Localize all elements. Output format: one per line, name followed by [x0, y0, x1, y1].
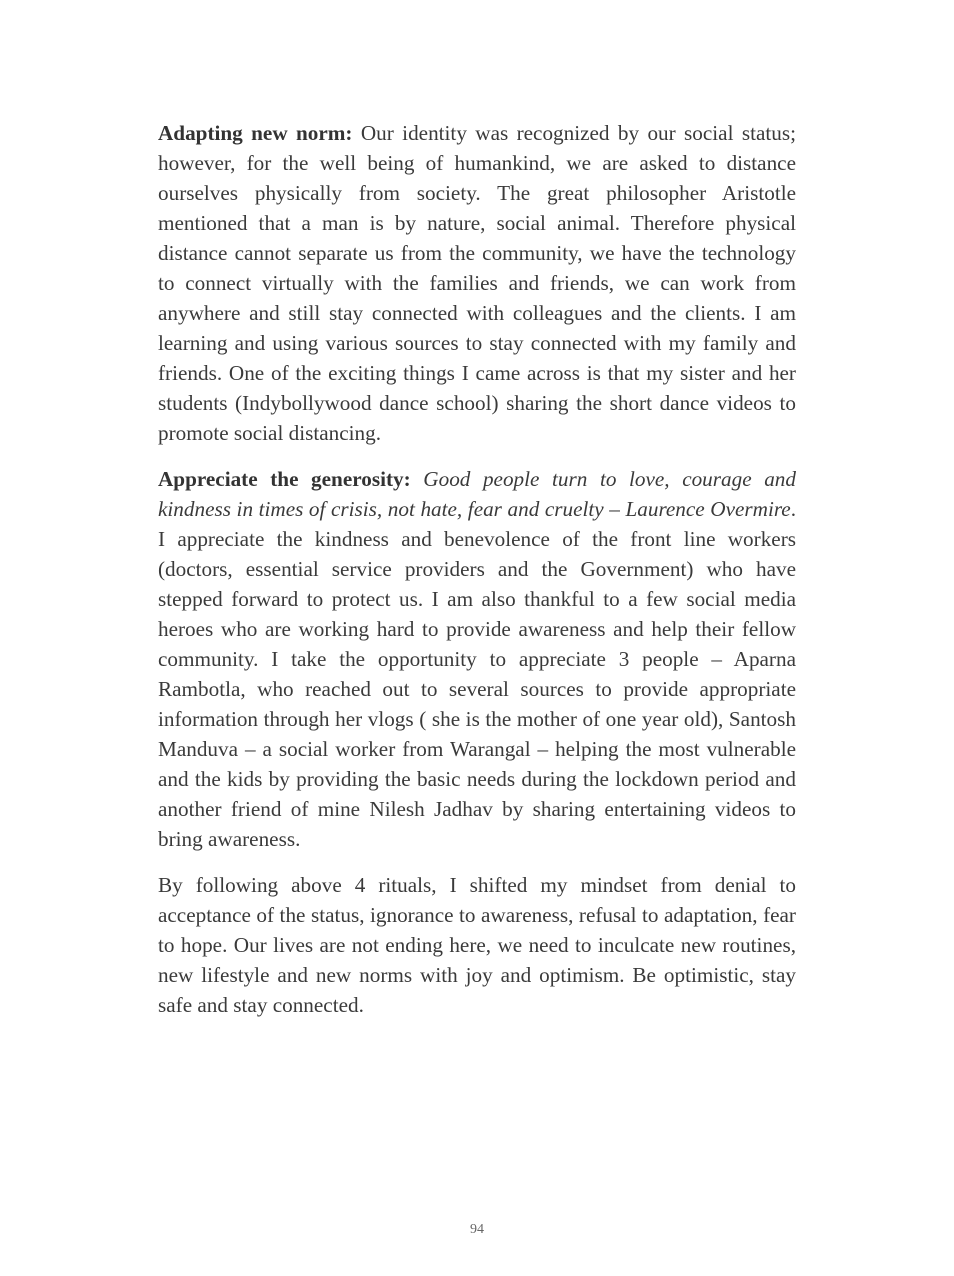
paragraph-conclusion [158, 870, 796, 1020]
paragraph-heading: Appreciate the generosity: [158, 467, 411, 491]
paragraph-heading: Adapting new norm: [158, 121, 353, 145]
page-number: 94 [470, 1222, 484, 1237]
paragraph-text: . I appreciate the kindness and benevolence of the front line workers (doctors, essential service providers and the Government) who have stepped forward to protect us. I am also thankful to a few social media heroes who are working hard to provide awareness and help their fellow community. I take the opportunity to appreciate 3 people – Aparna Rambotla, who reached out to several sources to provide appropriate information through her vlogs ( she is the mother of one year old), Santosh Manduva – a social worker from Warangal – helping the most vulnerable and the kids by providing the basic needs during the lockdown period and another friend of mine Nilesh Jadhav by sharing entertaining videos to bring awareness. [158, 497, 796, 851]
page-body [158, 118, 796, 1036]
paragraph-appreciate-generosity [158, 464, 796, 854]
paragraph-quote: Good people turn to love, courage and kindness in times of crisis, not hate, fear and cruelty – Laurence Overmire [158, 467, 796, 521]
paragraph-text: By following above 4 rituals, I shifted my mindset from denial to acceptance of the status, ignorance to awareness, refusal to adaptation, fear to hope. Our lives are not ending here, we need to inculcate new routines, new lifestyle and new norms with joy and optimism. Be optimistic, stay safe and stay connected. [158, 873, 796, 1017]
paragraph-adapting-new-norm [158, 118, 796, 448]
paragraph-text: Our identity was recognized by our social status; however, for the well being of humankind, we are asked to distance ourselves physically from society. The great philosopher Aristotle mentioned that a man is by nature, social animal. Therefore physical distance cannot separate us from the community, we have the technology to connect virtually with the families and friends, we can work from anywhere and still stay connected with colleagues and the clients. I am learning and using various sources to stay connected with my family and friends. One of the exciting things I came across is that my sister and her students (Indybollywood dance school) sharing the short dance videos to promote social distancing. [158, 121, 796, 445]
